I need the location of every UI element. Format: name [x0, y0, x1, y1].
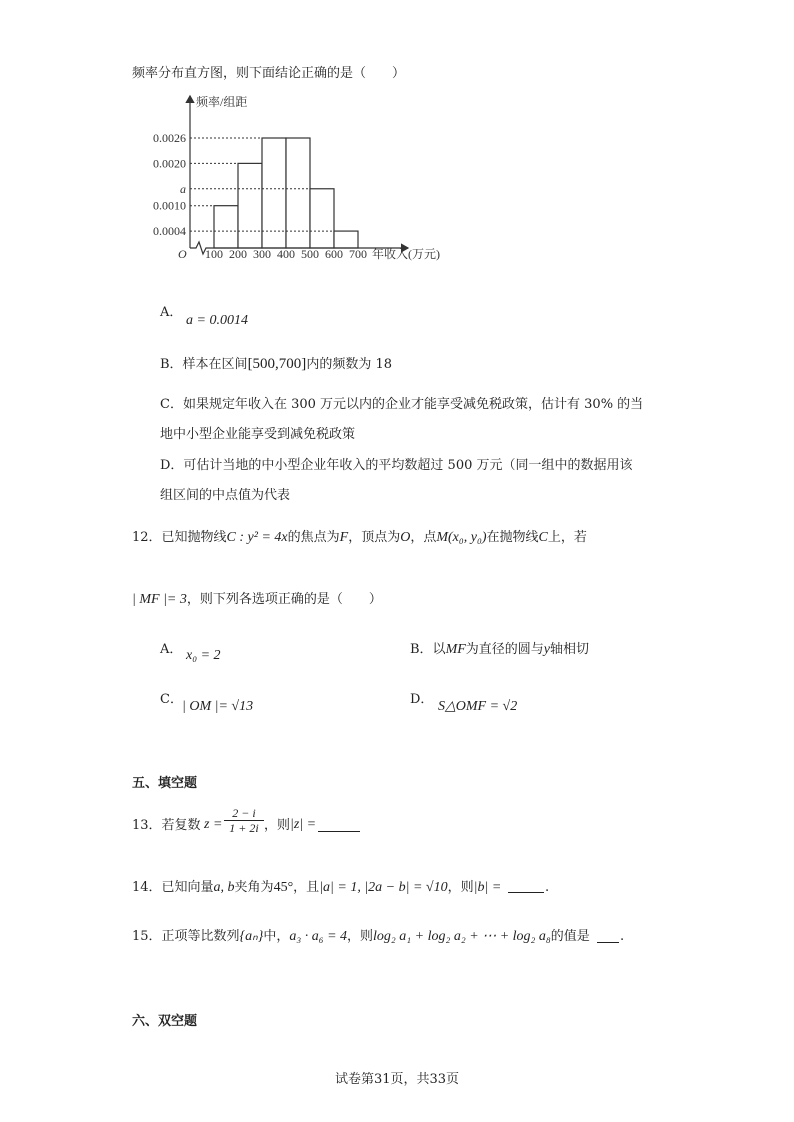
- y-tick-label: a: [180, 181, 186, 196]
- y-tick-label: 0.0020: [153, 156, 186, 171]
- q11-option-b: B．样本在区间[500,700]内的频数为 18: [160, 356, 392, 372]
- x-tick-label: 300: [253, 247, 271, 261]
- q13-fraction: 2 − i 1 + 2i: [224, 806, 264, 835]
- q12-option-c-math: | OM |= √13: [182, 699, 254, 714]
- x-axis-label: 年收入(万元): [372, 247, 440, 261]
- q15-end: .: [620, 929, 625, 944]
- q13-mid: ，则: [264, 818, 291, 833]
- q12-stem-line2: | MF |= 3，则下列各选项正确的是（ ）: [132, 592, 382, 607]
- histogram-bar-200-300: [238, 163, 262, 248]
- frequency-histogram: [140, 90, 460, 262]
- q12-option-c-label: C．: [160, 692, 183, 707]
- section-six-heading: 六、双空题: [132, 1014, 198, 1029]
- q12-option-b: B．以MF为直径的圆与y轴相切: [410, 642, 590, 657]
- x-tick-label: 600: [325, 247, 343, 261]
- q11-option-d-line1: D．可估计当地的中小型企业年收入的平均数超过 500 万元（同一组中的数据用该: [160, 458, 633, 473]
- q13-pre: 13．若复数: [132, 818, 201, 833]
- q13-answer-blank: [318, 819, 360, 832]
- q13-abs: |z| =: [290, 817, 317, 832]
- x-tick-label: 200: [229, 247, 247, 261]
- x-tick-label: 700: [349, 247, 367, 261]
- histogram-bar-500-600: [310, 189, 334, 248]
- q11-option-c-line2: 地中小型企业能享受到减免税政策: [160, 427, 356, 442]
- section-five-heading: 五、填空题: [132, 776, 198, 791]
- q11-stem: 频率分布直方图，则下面结论正确的是（ ）: [132, 66, 406, 81]
- q13-z: z =: [204, 817, 223, 832]
- histogram-bar-100-200: [214, 206, 238, 248]
- x-tick-label: 500: [301, 247, 319, 261]
- q11-option-c-line1: C．如果规定年收入在 300 万元以内的企业才能享受减免税政策，估计有 30% 的当: [160, 397, 644, 412]
- q12-option-d-label: D．: [410, 692, 434, 707]
- q11-option-a-math: a = 0.0014: [186, 313, 248, 328]
- q11-option-d-line2: 组区间的中点值为代表: [160, 488, 291, 503]
- q12-option-d-math: S△OMF = √2: [438, 699, 518, 714]
- y-tick-label: 0.0026: [153, 131, 186, 145]
- origin-label: O: [178, 247, 187, 261]
- q14-answer-blank: [508, 880, 544, 893]
- page-footer: 试卷第31页，共33页: [334, 1072, 460, 1087]
- q15-stem: 15．正项等比数列{aₙ}中，a₃ · a₆ = 4，则log₂ a₁ + log₂ a₂ + ⋯ + log₂ a₈的值是: [132, 929, 590, 944]
- y-axis-label: 频率/组距: [196, 95, 248, 109]
- histogram-bar-600-700: [334, 231, 358, 248]
- q12-stem-line1: 12．已知抛物线C : y² = 4x的焦点为F，顶点为O，点M(x₀, y₀)在抛物线C上，若: [132, 530, 587, 545]
- q11-option-a-label: A．: [160, 305, 183, 320]
- y-tick-label: 0.0010: [153, 198, 186, 213]
- x-tick-label: 400: [277, 247, 295, 261]
- q14-stem: 14．已知向量a, b夹角为45°，且|a| = 1, |2a − b| = √10，则|b| =: [132, 880, 502, 895]
- q12-option-a-label: A．: [160, 642, 183, 657]
- q15-answer-blank: [597, 930, 619, 943]
- q14-end: .: [545, 880, 550, 895]
- y-tick-label: 0.0004: [153, 224, 186, 239]
- x-tick-label: 100: [205, 247, 223, 261]
- q12-option-a-math: x₀ = 2: [186, 648, 221, 663]
